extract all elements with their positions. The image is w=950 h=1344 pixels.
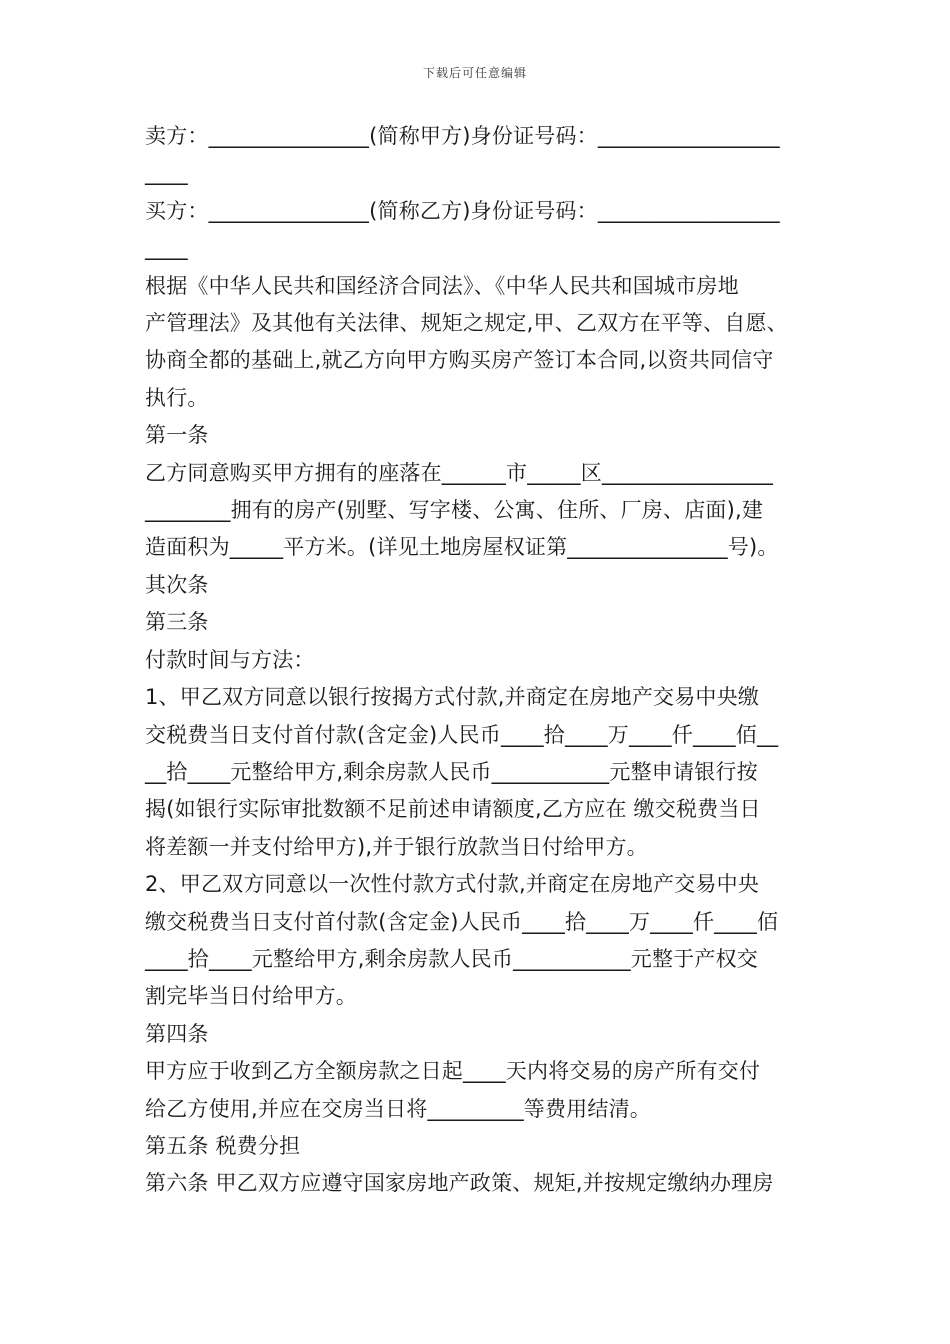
text-line: 交税费当日支付首付款(含定金)人民币____拾____万____仟____佰__ bbox=[145, 722, 779, 747]
article-heading: 第五条 税费分担 bbox=[145, 1133, 301, 1158]
text-line: 1、甲乙双方同意以银行按揭方式付款,并商定在房地产交易中央缴 bbox=[145, 685, 760, 710]
text-line: 甲方应于收到乙方全额房款之日起____天内将交易的房产所有交付 bbox=[145, 1059, 761, 1084]
text-line: 协商全都的基础上,就乙方向甲方购买房产签订本合同,以资共同信守 bbox=[145, 348, 774, 373]
text-line: 缴交税费当日支付首付款(含定金)人民币____拾____万____仟____佰 bbox=[145, 909, 779, 934]
text-line: 造面积为_____平方米。(详见土地房屋权证第_______________号)。 bbox=[145, 535, 779, 560]
text-line: 买方：_______________(简称乙方)身份证号码：_________________ bbox=[145, 198, 780, 223]
text-line: 割完毕当日付给甲方。 bbox=[145, 984, 357, 1009]
text-line: 第六条 甲乙双方应遵守国家房地产政策、规矩,并按规定缴纳办理房 bbox=[145, 1171, 774, 1196]
text-line: 根据《中华人民共和国经济合同法》、《中华人民共和国城市房地 bbox=[145, 273, 739, 298]
text-line: 付款时间与方法： bbox=[145, 647, 315, 672]
text-line: ____拾____元整给甲方,剩余房款人民币___________元整于产权交 bbox=[145, 946, 758, 971]
text-line: 卖方：_______________(简称甲方)身份证号码：_________________ bbox=[145, 124, 780, 148]
text-line: 给乙方使用,并应在交房当日将_________等费用结清。 bbox=[145, 1096, 651, 1121]
text-line: ____ bbox=[145, 236, 188, 261]
text-line: __拾____元整给甲方,剩余房款人民币___________元整申请银行按 bbox=[145, 759, 758, 784]
text-line: 将差额一并支付给甲方),并于银行放款当日付给甲方。 bbox=[145, 834, 648, 859]
article-heading: 第三条 bbox=[145, 610, 209, 635]
text-line: 产管理法》及其他有关法律、规矩之规定,甲、乙双方在平等、自愿、 bbox=[145, 311, 788, 336]
text-line: 2、甲乙双方同意以一次性付款方式付款,并商定在房地产交易中央 bbox=[145, 872, 760, 897]
article-heading: 其次条 bbox=[145, 572, 209, 597]
header-note: 下载后可任意编辑 bbox=[422, 66, 527, 80]
text-line: ____ bbox=[145, 161, 188, 186]
text-line: 揭(如银行实际审批数额不足前述申请额度,乙方应在 缴交税费当日 bbox=[145, 797, 761, 822]
text-line: 乙方同意购买甲方拥有的座落在______市_____区________________ bbox=[145, 460, 774, 485]
text-line: ________拥有的房产(别墅、写字楼、公寓、住所、厂房、店面),建 bbox=[145, 498, 764, 523]
article-heading: 第四条 bbox=[145, 1021, 209, 1046]
text-line: 执行。 bbox=[145, 385, 209, 410]
article-heading: 第一条 bbox=[145, 423, 209, 448]
contract-body bbox=[145, 118, 825, 1203]
